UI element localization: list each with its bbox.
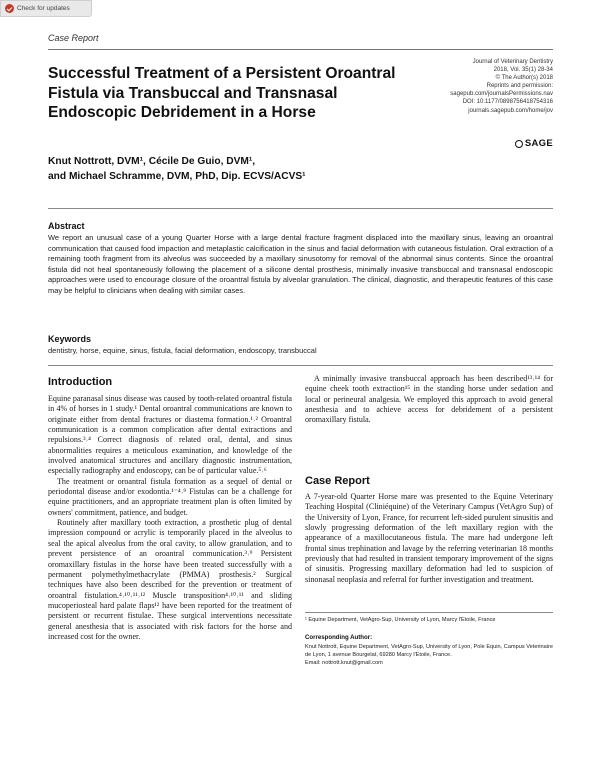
reprints-label: Reprints and permission:: [486, 83, 553, 90]
abstract-divider: [48, 208, 553, 209]
sage-logo-icon: [515, 140, 523, 148]
article-type-label: Case Report: [48, 33, 99, 43]
check-icon: [5, 4, 14, 13]
check-for-updates-label: Check for updates: [17, 5, 70, 12]
journal-name: Journal of Veterinary Dentistry: [472, 59, 553, 65]
keywords-heading: Keywords: [48, 334, 92, 344]
intro-paragraph-1: Equine paranasal sinus disease was caused by tooth-related oroantral fistula in 4% of horses in 1 study.¹ Dental oroantral communications are known to originate either from dental fractures or diastema formation.¹˒² Oroantral communication is a common complication after dental extractions and repulsions.³˒⁴ Correct diagnosis of related oral, dental, and sinus abnormalities requires a meticulous examination, and knowledge of the involved anatomical structures and ancillary diagnostic instrumentation, especially radiography and endoscopy, can be of particular value.⁵˒⁶: [48, 394, 292, 476]
corresponding-author-address: Knut Nottrott, Equine Department, VetAgro-Sup, University of Lyon, Pole Equin, Campus Veterinaire de Lyon, 1 avenue Bourgelat, 69280 Marcy l'Etoile, France.: [305, 644, 553, 658]
copyright: © The Author(s) 2018: [495, 75, 553, 82]
introduction-heading: Introduction: [48, 376, 113, 388]
article-title: Successful Treatment of a Persistent Oroantral Fistula via Transbuccal and Transnasal Endoscopic Debridement in a Horse: [48, 65, 396, 121]
publisher-name: SAGE: [524, 138, 553, 149]
permissions-link[interactable]: sagepub.com/journalsPermissions.nav: [450, 91, 553, 98]
check-for-updates-badge[interactable]: [0, 0, 92, 17]
introduction-body: [48, 394, 292, 642]
intro-paragraph-3: Routinely after maxillary tooth extraction, a prosthetic plug of dental impression compound or acrylic is temporarily placed in the alveolus to seal the apical alveolus from the oral cavity, to allow granulation, and to prevent persistence of an oroantral communication.³˒⁹ Persistent oromaxillary fistulas in the horse have been treated successfully with a permanent polymethylmethacrylate (PMMA) prosthesis.² Surgical techniques have also been described for the prevention or treatment of oroantral fistulation.⁴˒¹⁰˒¹¹˒¹² Muscle transposition⁴˒¹⁰˒¹¹ and sliding mucoperiosteal hard palate flaps¹² have been reported for the treatment of persistent or recurrent fistulae. These surgical interventions necessitate general anesthesia that is associated with risk factors for the horse and increased cost for the owner.: [48, 518, 292, 641]
body-divider: [48, 365, 553, 366]
author-affiliation: ¹ Equine Department, VetAgro-Sup, University of Lyon, Marcy l'Etoile, France: [305, 617, 496, 623]
author-list: [48, 155, 448, 184]
intro-paragraph-2: The treatment or oroantral fistula formation as a sequel of dental or periodontal disease and/or exodontia.¹⁻⁴˒⁹ Fistulas can be a challenge for equine practitioners, and an appropriate treatment plan is often limited by owners' commitment, patience, and budget.: [48, 476, 292, 517]
authors-line-1: Knut Nottrott, DVM¹, Cécile De Guio, DVM¹,: [48, 156, 256, 167]
authors-line-2: and Michael Schramme, DVM, PhD, Dip. ECVS/ACVS¹: [48, 170, 306, 182]
case-report-body: A 7-year-old Quarter Horse mare was presented to the Equine Veterinary Teaching Hospital (Cliniéquine) of the Veterinary Campus (VetAgro Sup) of the University of Lyon, France, for recurrent left-sided purulent sinusitis and slowly progressing deformation of the left maxillary region with the appearance of a maxillocutaneous fistula. The mare had undergone left frontal sinus trephination and lavage by the referring veterinarian 18 months previously that had resulted in transient temporary improvement of the signs of sinusitis. Progressing maxillary deformation had led to suspicion of sinonasal neoplasia and referral for further investigation and treatment.: [305, 492, 553, 584]
corresponding-author-details: [305, 643, 553, 667]
intro-paragraph-4: A minimally invasive transbuccal approach has been described¹³˒¹⁴ for equine cheek tooth extraction¹⁵ in the standing horse under sedation and local or perineural analgesia. We employed this approach to avoid general anesthesia and to achieve access for debridement of a persistent oromaxillary fistula.: [305, 374, 553, 425]
journal-home-link[interactable]: journals.sagepub.com/home/jov: [468, 107, 553, 114]
abstract-body: We report an unusual case of a young Quarter Horse with a large dental fracture fragment displaced into the maxillary sinus, leaving an oroantral communication that caused food impaction and metaplastic calcification in the sinus and facial deformation with cutaneous fistulation. Oral extraction of a remaining tooth fragment from its alveolus was succeeded by a maxillary sinusotomy for removal of the abnormal sinus contents. Since the oroantral fistula did not heal spontaneously following the placement of a silicone dental prosthesis, minimally invasive transbuccal and transnasal endoscopic approaches were used to encourage closure of the oroantral fistula by alveolar granulation. The clinical, diagnostic, and therapeutic features of this case may be helpful to clinicians when dealing with similar cases.: [48, 233, 553, 295]
corresponding-author-heading: Corresponding Author:: [305, 634, 373, 641]
introduction-body-continued: [305, 374, 553, 426]
header-divider: [48, 49, 553, 50]
footnote-divider: [305, 612, 553, 613]
doi[interactable]: DOI: 10.1177/0898756418754316: [462, 99, 553, 106]
corresponding-author-email[interactable]: Email: nottrott.knut@gmail.com: [305, 660, 383, 666]
case-report-heading: Case Report: [305, 475, 370, 487]
journal-volume: 2018, Vol. 35(1) 28-34: [493, 67, 553, 74]
publisher-logo: [515, 138, 553, 149]
abstract-heading: Abstract: [48, 221, 85, 231]
journal-metadata: [420, 58, 553, 115]
keywords-list: dentistry, horse, equine, sinus, fistula, facial deformation, endoscopy, transbuccal: [48, 346, 317, 355]
